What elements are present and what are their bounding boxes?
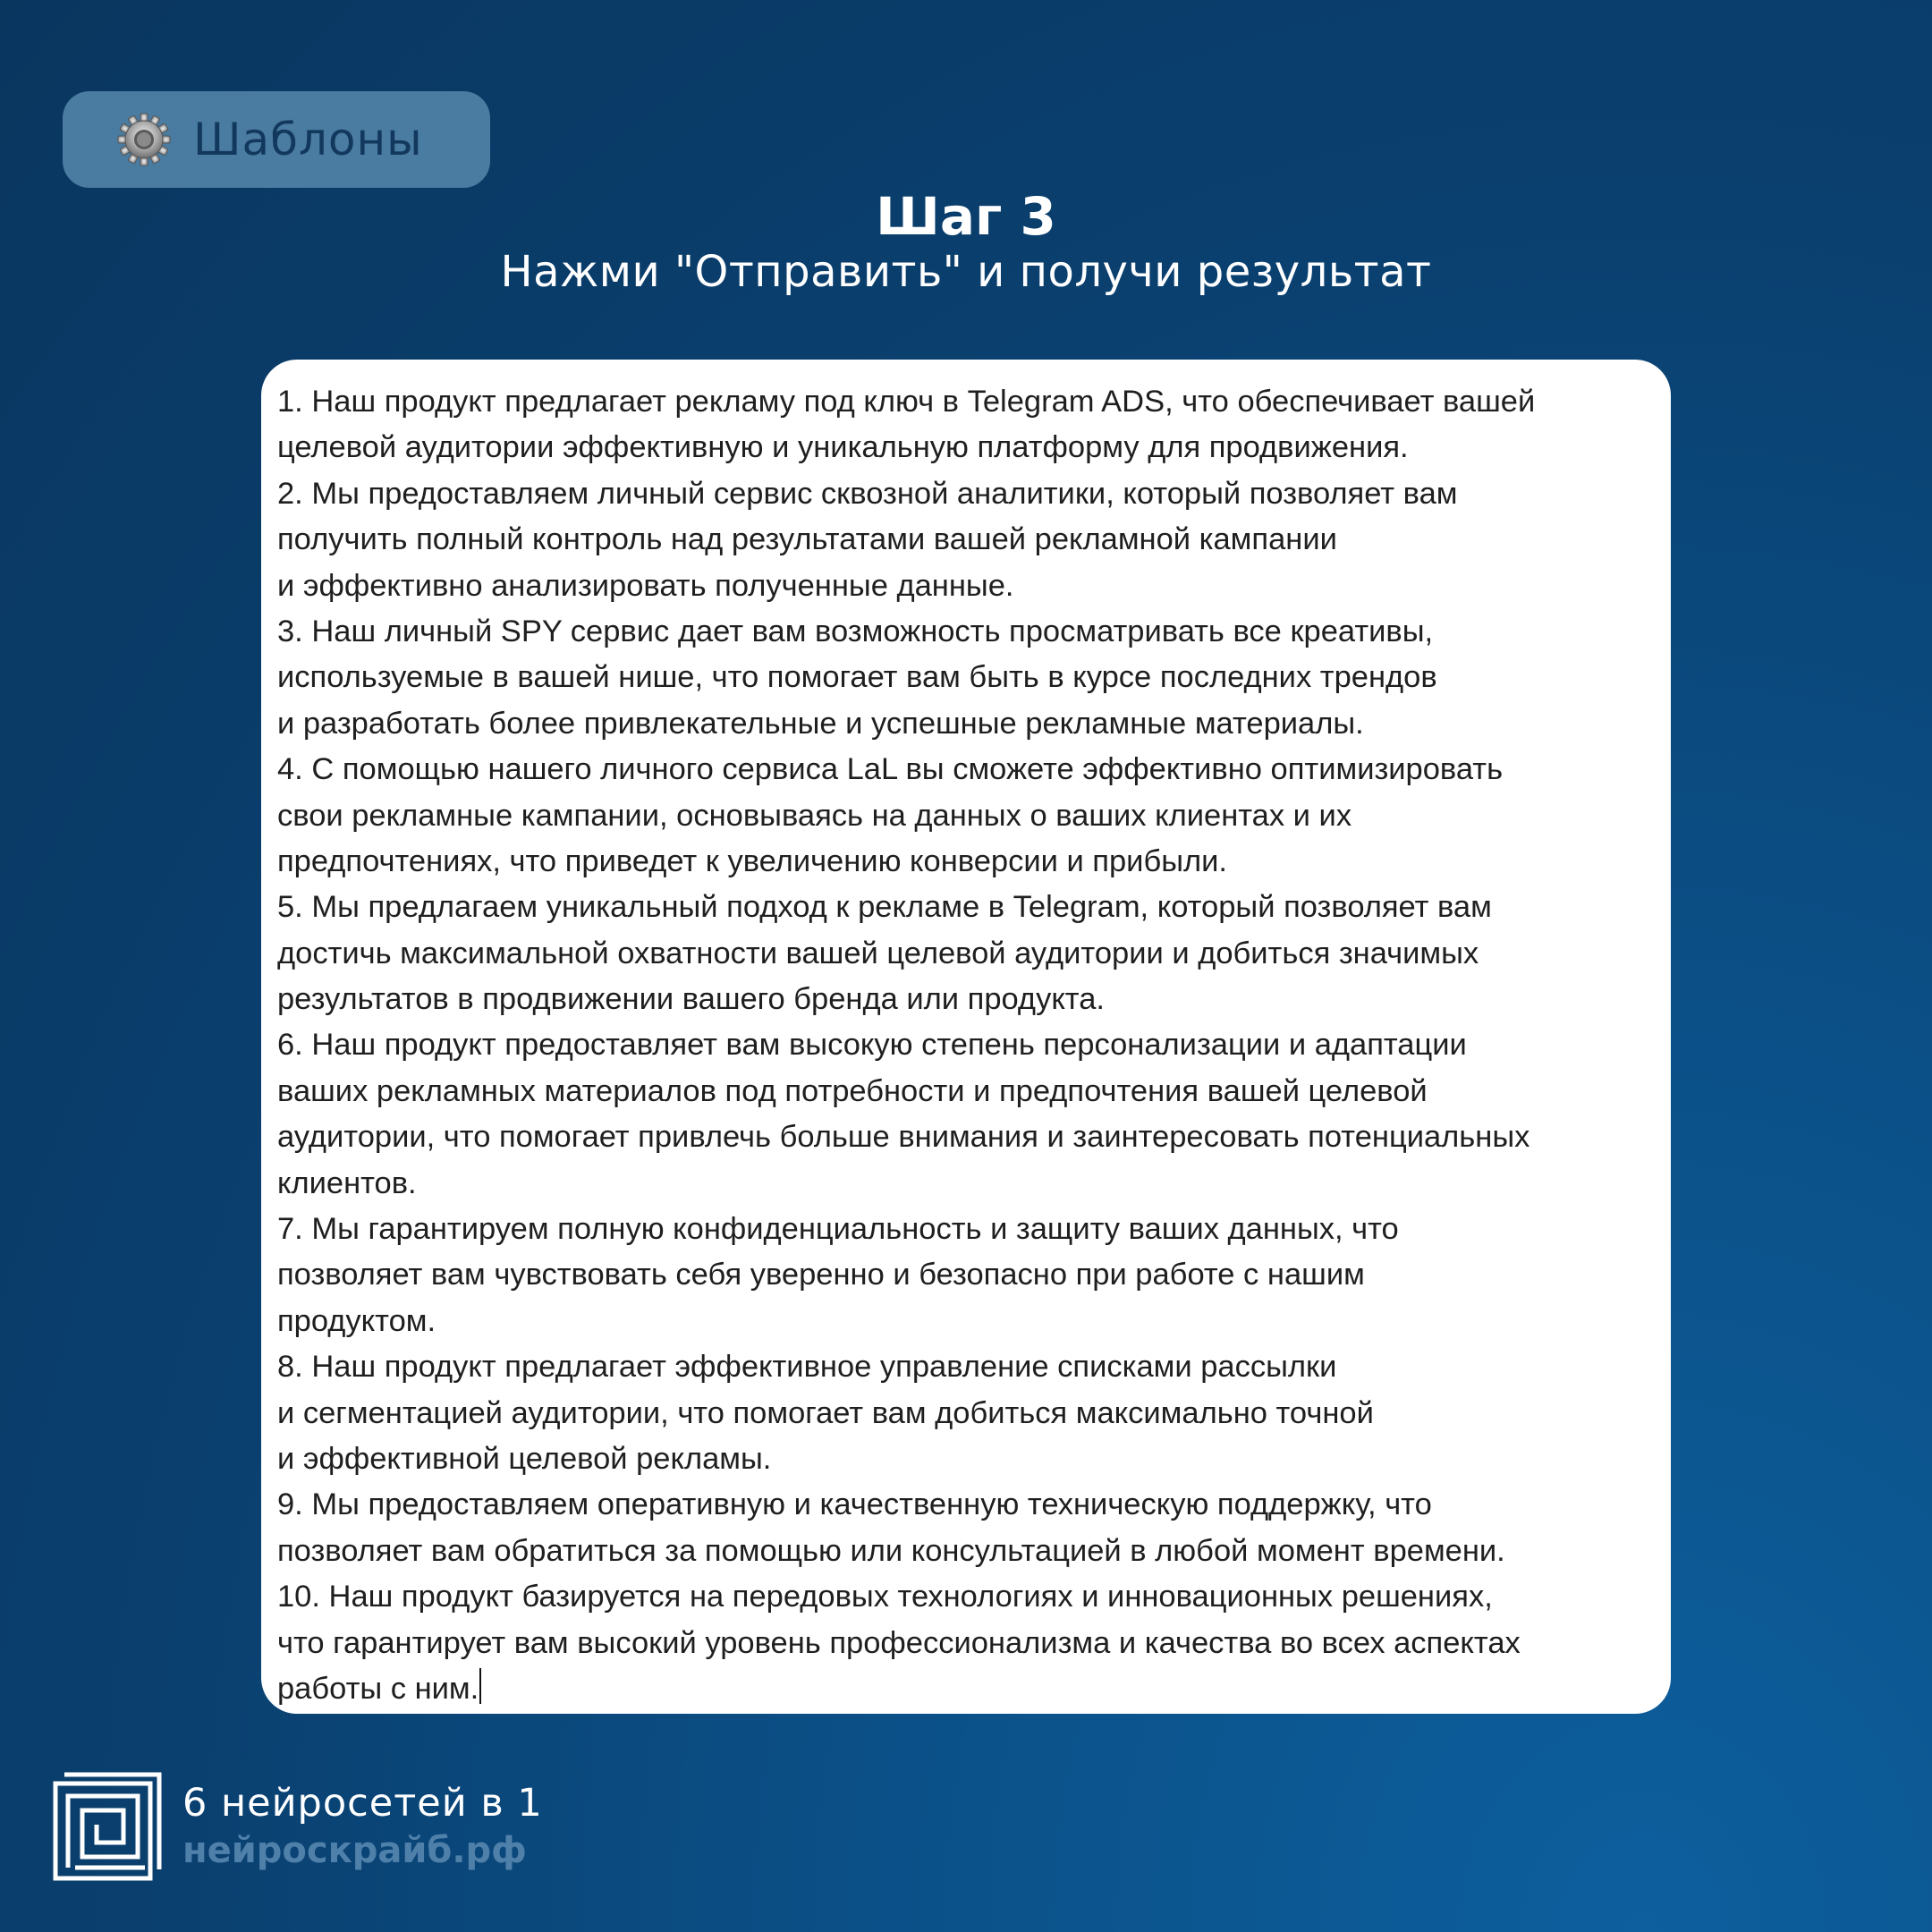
templates-button[interactable] (63, 91, 490, 188)
result-line: 8. Наш продукт предлагает эффективное управление списками рассылки (277, 1350, 1337, 1385)
gear-icon (116, 112, 172, 167)
result-line: продуктом. (277, 1303, 436, 1338)
result-line: 7. Мы гарантируем полную конфиденциальность и защиту ваших данных, что (277, 1212, 1399, 1247)
result-line: и разработать более привлекательные и успешные рекламные материалы. (277, 706, 1364, 741)
result-line: достичь максимальной охватности вашей целевой аудитории и добиться значимых (277, 936, 1479, 970)
result-line-last (277, 1666, 1648, 1712)
result-line: получить полный контроль над результатами вашей рекламной кампании (277, 522, 1337, 557)
result-line: 4. С помощью нашего личного сервиса LaL вы сможете эффективно оптимизировать (277, 752, 1504, 787)
brand-name: 6 нейросетей в 1 (182, 1781, 543, 1826)
result-line: предпочтениях, что приведет к увеличению конверсии и прибыли. (277, 843, 1227, 878)
result-line: целевой аудитории эффективную и уникальную платформу для продвижения. (277, 430, 1409, 465)
result-line: свои рекламные кампании, основываясь на данных о ваших клиентах и их (277, 798, 1352, 833)
step-subtitle: Нажми "Отправить" и получи результат (500, 247, 1432, 297)
result-line: ваших рекламных материалов под потребности и предпочтения вашей целевой (277, 1073, 1428, 1108)
brand-footer (52, 1771, 543, 1882)
result-line: работы с ним. (277, 1671, 479, 1706)
result-line: 9. Мы предоставляем оперативную и качественную техническую поддержку, что (277, 1487, 1432, 1522)
result-line: результатов в продвижении вашего бренда или продукта. (277, 982, 1105, 1017)
result-text-area[interactable] (261, 360, 1671, 1714)
result-line: и эффективной целевой рекламы. (277, 1441, 772, 1476)
result-line: позволяет вам чувствовать себя уверенно и безопасно при работе с нашим (277, 1258, 1365, 1292)
result-line: 10. Наш продукт базируется на передовых технологиях и инновационных решениях, (277, 1580, 1493, 1614)
result-line: 2. Мы предоставляем личный сервис сквозной аналитики, который позволяет вам (277, 476, 1458, 511)
result-line: и сегментацией аудитории, что помогает вам добиться максимально точной (277, 1395, 1374, 1430)
result-line: 5. Мы предлагаем уникальный подход к рекламе в Telegram, который позволяет вам (277, 890, 1492, 925)
result-line: 6. Наш продукт предоставляет вам высокую степень персонализации и адаптации (277, 1028, 1467, 1063)
result-text (277, 379, 1648, 1712)
brand-url-link[interactable]: нейроскрайб.рф (182, 1830, 527, 1871)
result-line: 3. Наш личный SPY сервис дает вам возможность просматривать все креативы, (277, 614, 1434, 648)
result-line: используемые в вашей нише, что помогает вам быть в курсе последних трендов (277, 660, 1437, 695)
brand-logo-icon (52, 1771, 163, 1882)
templates-label: Шаблоны (193, 114, 423, 165)
result-line: и эффективно анализировать полученные данные. (277, 568, 1014, 603)
result-line: клиентов. (277, 1165, 417, 1200)
result-line: 1. Наш продукт предлагает рекламу под ключ в Telegram ADS, что обеспечивает вашей (277, 385, 1536, 419)
text-caret (479, 1668, 481, 1704)
step-title: Шаг 3 (876, 186, 1056, 247)
result-line: аудитории, что помогает привлечь больше внимания и заинтересовать потенциальных (277, 1120, 1530, 1155)
result-line: что гарантирует вам высокий уровень профессионализма и качества во всех аспектах (277, 1625, 1521, 1660)
result-line: позволяет вам обратиться за помощью или консультацией в любой момент времени. (277, 1533, 1505, 1568)
